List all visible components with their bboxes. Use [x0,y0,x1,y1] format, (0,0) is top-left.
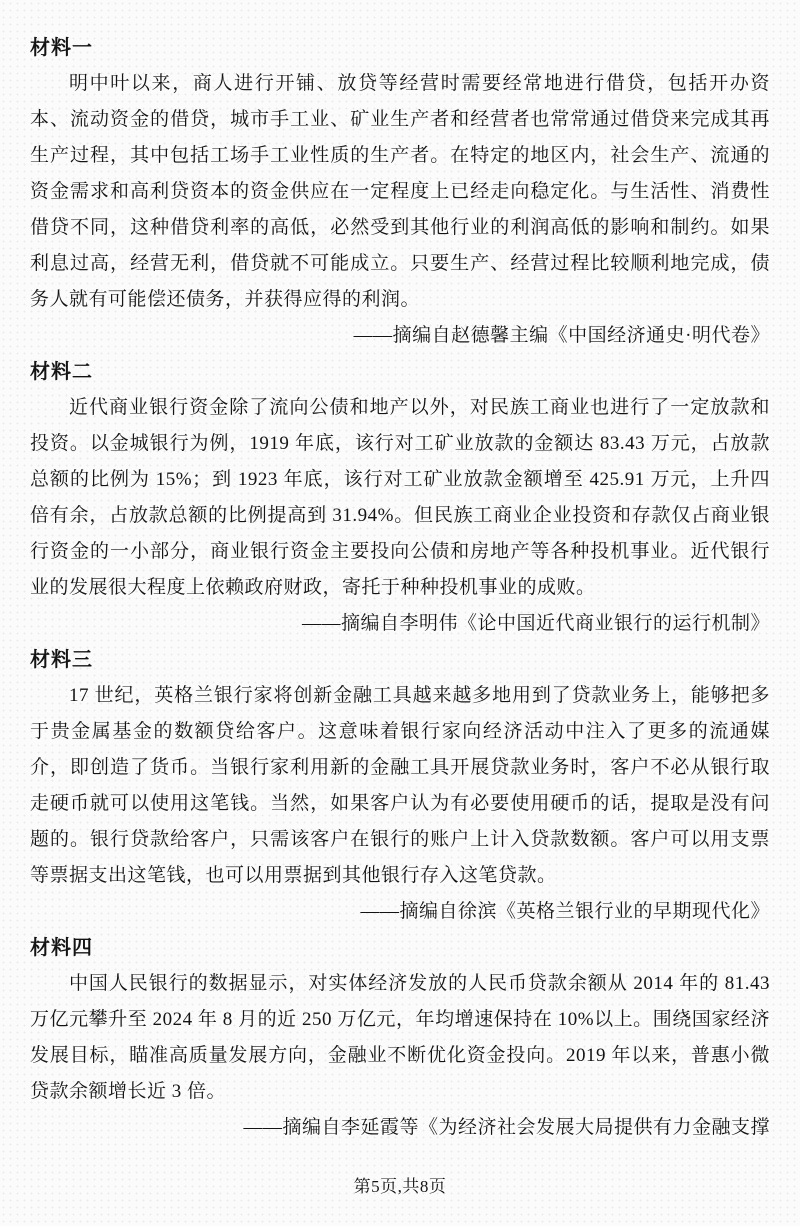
section-paragraph: 中国人民银行的数据显示，对实体经济发放的人民币贷款余额从 2014 年的 81.43 万亿元攀升至 2024 年 8 月的近 250 万亿元，年均增速保持在 10%以上。围绕国家经济发展目标，瞄准高质量发展方向，金融业不断优化资金投向。2019 年以来，普惠小微贷款余额增长近 3 倍。 [30,973,770,1102]
section-paragraph: 17 世纪，英格兰银行家将创新金融工具越来越多地用到了贷款业务上，能够把多于贵金属基金的数额贷给客户。这意味着银行家向经济活动中注入了更多的流通媒介，即创造了货币。当银行家利用新的金融工具开展贷款业务时，客户不必从银行取走硬币就可以使用这笔钱。当然，如果客户认为有必要使用硬币的话，提取是没有问题的。银行贷款给客户，只需该客户在银行的账户上计入贷款数额。客户可以用支票等票据支出这笔钱，也可以用票据到其他银行存入这笔贷款。 [30,685,770,886]
section-heading: 材料二 [30,361,93,383]
page-footer: 第5页,共8页 [353,1177,447,1196]
material-section-1 [30,30,770,354]
section-attribution: ——摘编自李明伟《论中国近代商业银行的运行机制》 [301,613,770,634]
section-heading: 材料四 [30,937,93,959]
section-heading: 材料三 [30,649,93,671]
section-attribution: ——摘编自李延霞等《为经济社会发展大局提供有力金融支撑 [243,1117,770,1138]
section-attribution: ——摘编自徐滨《英格兰银行业的早期现代化》 [360,901,770,922]
section-paragraph: 明中叶以来，商人进行开铺、放贷等经营时需要经常地进行借贷，包括开办资本、流动资金的借贷，城市手工业、矿业生产者和经营者也常常通过借贷来完成其再生产过程，其中包括工场手工业性质的生产者。在特定的地区内，社会生产、流通的资金需求和高利贷资本的资金供应在一定程度上已经走向稳定化。与生活性、消费性借贷不同，这种借贷利率的高低，必然受到其他行业的利润高低的影响和制约。如果利息过高，经营无利，借贷就不可能成立。只要生产、经营过程比较顺利地完成，债务人就有可能偿还债务，并获得应得的利润。 [30,73,770,310]
material-section-4 [30,930,770,1146]
section-paragraph: 近代商业银行资金除了流向公债和地产以外，对民族工商业也进行了一定放款和投资。以金城银行为例，1919 年底，该行对工矿业放款的金额达 83.43 万元，占放款总额的比例为 15%；到 1923 年底，该行对工矿业放款金额增至 425.91 万元，上升四倍有余，占放款总额的比例提高到 31.94%。但民族工商业企业投资和存款仅占商业银行资金的一小部分，商业银行资金主要投向公债和房地产等各种投机事业。近代银行业的发展很大程度上依赖政府财政，寄托于种种投机事业的成败。 [30,397,770,598]
material-section-3 [30,642,770,930]
section-heading: 材料一 [30,37,93,59]
material-section-2 [30,354,770,642]
section-attribution: ——摘编自赵德馨主编《中国经济通史·明代卷》 [353,325,770,346]
